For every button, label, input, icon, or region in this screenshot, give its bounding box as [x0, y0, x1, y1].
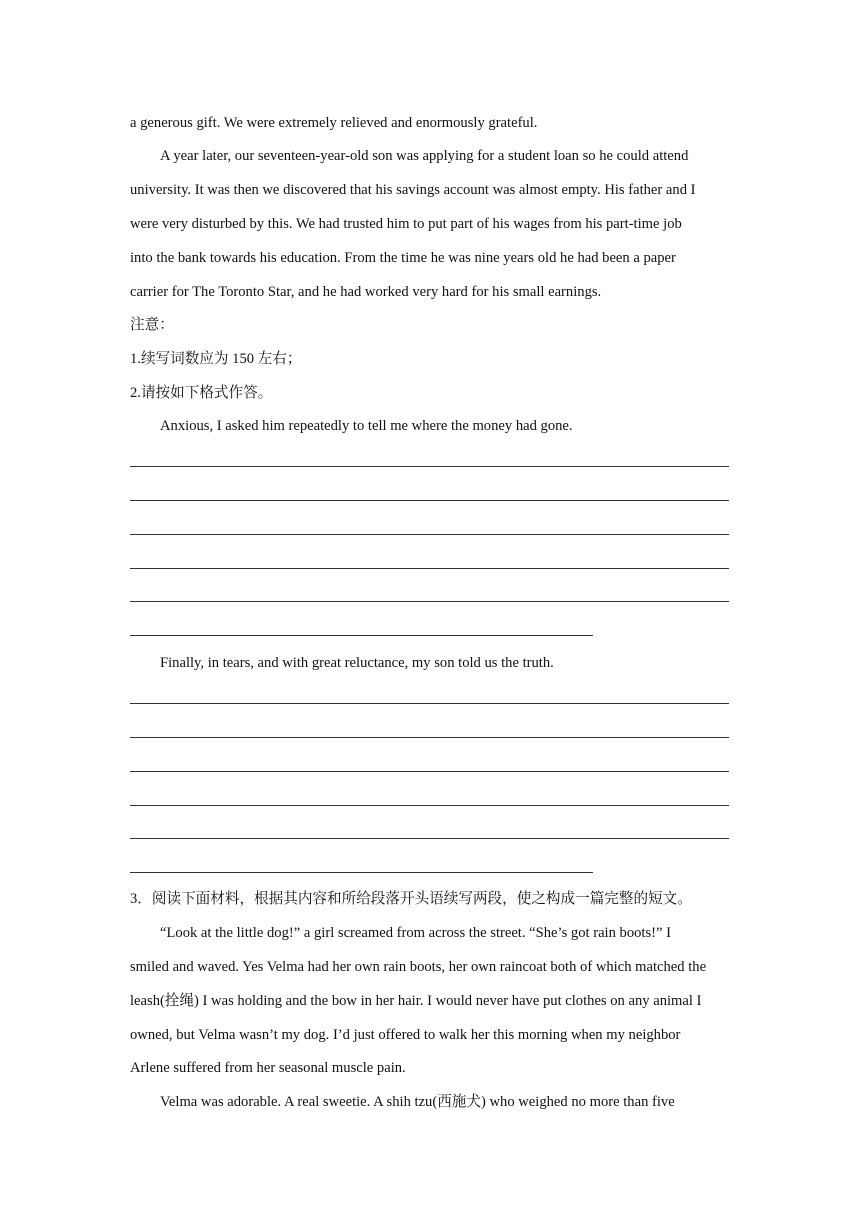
question3-passage-line: owned, but Velma wasn’t my dog. I’d just offered to walk her this morning when my neighbor — [130, 1027, 681, 1043]
answer-line[interactable] — [130, 872, 593, 873]
question3-passage-line: “Look at the little dog!” a girl screamed from across the street. “She’s got rain boots!” I — [160, 925, 672, 941]
question3-passage-line: leash(拴绳) I was holding and the bow in her hair. I would never have put clothes on any animal I — [130, 993, 702, 1009]
notes-heading: 注意： — [130, 317, 174, 333]
answer-line[interactable] — [130, 838, 729, 839]
question3-passage-line: smiled and waved. Yes Velma had her own rain boots, her own raincoat both of which matched the — [130, 959, 707, 975]
passage-line: were very disturbed by this. We had trusted him to put part of his wages from his part-time job — [130, 216, 682, 232]
answer-line[interactable] — [130, 805, 729, 806]
question3-instruction: 3．阅读下面材料，根据其内容和所给段落开头语续写两段，使之构成一篇完整的短文。 — [130, 891, 692, 907]
answer-line[interactable] — [130, 635, 593, 636]
note-item-word-count: 1.续写词数应为 150 左右； — [130, 351, 302, 367]
question3-passage-line: Arlene suffered from her seasonal muscle pain. — [130, 1060, 406, 1076]
answer-line[interactable] — [130, 534, 729, 535]
question3-passage-line: Velma was adorable. A real sweetie. A shih tzu(西施犬) who weighed no more than five — [160, 1094, 675, 1110]
answer-line[interactable] — [130, 466, 729, 467]
passage-line: a generous gift. We were extremely relieved and enormously grateful. — [130, 115, 538, 131]
answer-line[interactable] — [130, 737, 729, 738]
answer-line[interactable] — [130, 771, 729, 772]
answer-line[interactable] — [130, 568, 729, 569]
passage-line: carrier for The Toronto Star, and he had worked very hard for his small earnings. — [130, 284, 602, 300]
paragraph2-opening: Finally, in tears, and with great reluctance, my son told us the truth. — [160, 655, 554, 671]
answer-line[interactable] — [130, 500, 729, 501]
answer-line[interactable] — [130, 601, 729, 602]
passage-line: into the bank towards his education. From the time he was nine years old he had been a paper — [130, 250, 676, 266]
passage-line: A year later, our seventeen-year-old son was applying for a student loan so he could attend — [160, 148, 689, 164]
paragraph1-opening: Anxious, I asked him repeatedly to tell me where the money had gone. — [160, 418, 573, 434]
note-item-format: 2.请按如下格式作答。 — [130, 385, 273, 401]
answer-line[interactable] — [130, 703, 729, 704]
passage-line: university. It was then we discovered that his savings account was almost empty. His father and I — [130, 182, 696, 198]
